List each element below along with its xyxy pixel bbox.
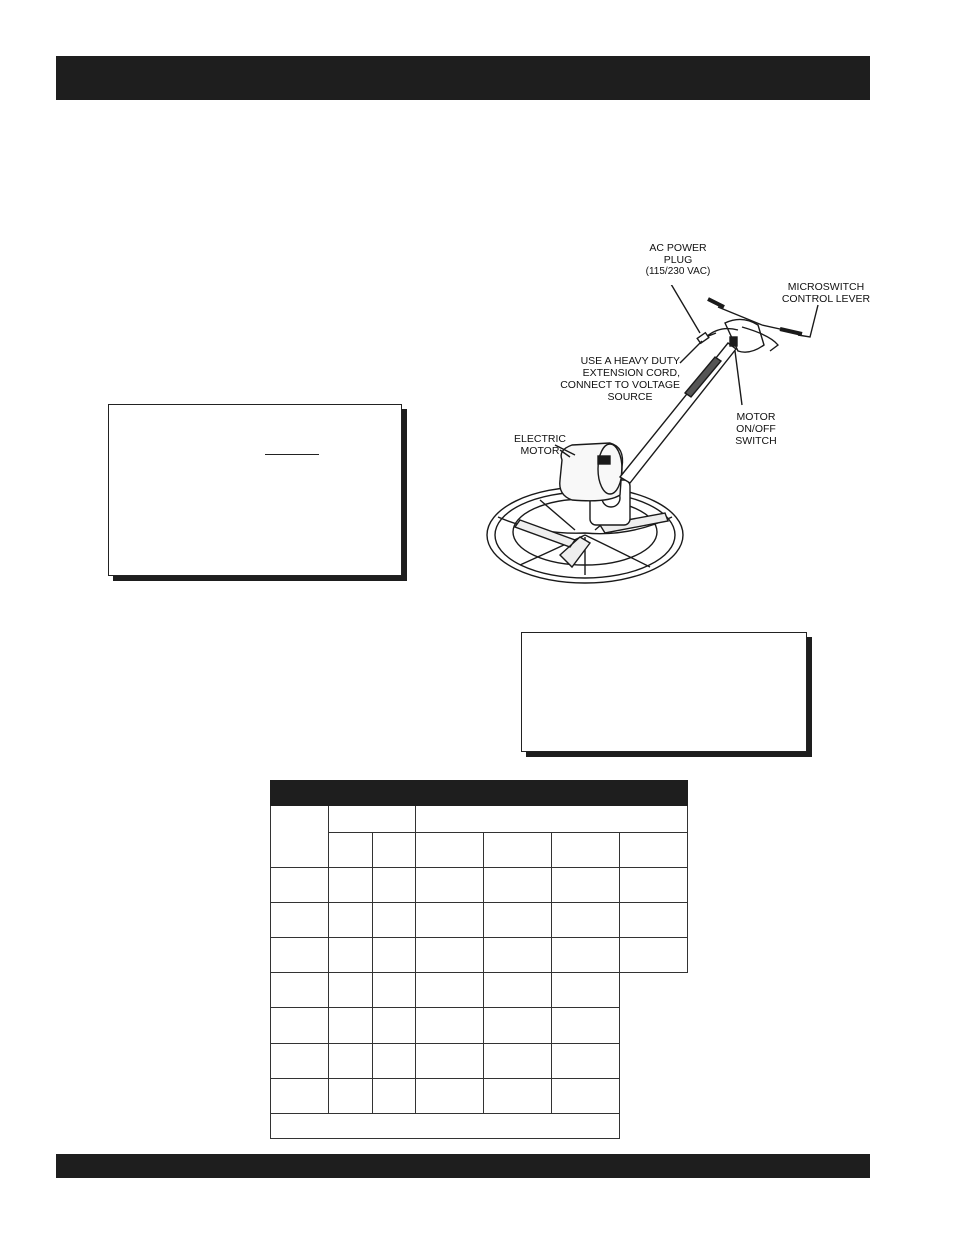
label-microswitch: MICROSWITCH CONTROL LEVER bbox=[781, 281, 871, 305]
table-border-bottom bbox=[270, 1138, 620, 1139]
table-row-line bbox=[328, 832, 688, 833]
table-row-line bbox=[270, 902, 688, 903]
ac-power-plug bbox=[697, 333, 709, 344]
footer-bar bbox=[56, 1154, 870, 1178]
left-grip bbox=[708, 299, 724, 307]
power-trowel-diagram bbox=[480, 285, 880, 595]
note-box-left bbox=[108, 404, 402, 576]
table-row-line bbox=[270, 1007, 620, 1008]
table-header-bar bbox=[270, 780, 688, 806]
table-row-line bbox=[270, 1113, 620, 1114]
underline-mark bbox=[265, 454, 319, 455]
label-extension-cord: USE A HEAVY DUTY EXTENSION CORD, CONNECT TO VOLTAGE SOURCE bbox=[560, 355, 680, 403]
note-box-right bbox=[521, 632, 807, 752]
table-col-line bbox=[551, 832, 552, 1114]
table-col-line bbox=[328, 806, 329, 1114]
right-grip bbox=[780, 329, 802, 334]
label-electric-motor: ELECTRIC MOTOR bbox=[514, 433, 566, 457]
table-row-line bbox=[270, 1078, 620, 1079]
table-row-line bbox=[270, 972, 688, 973]
table-col-line bbox=[372, 832, 373, 1114]
header-bar bbox=[56, 56, 870, 100]
table-col-line bbox=[415, 806, 416, 1114]
table-col-line bbox=[619, 832, 620, 1139]
table-row-line bbox=[270, 1043, 620, 1044]
label-ac-power-plug: AC POWER PLUG (115/230 VAC) bbox=[645, 242, 711, 277]
table-row-line bbox=[270, 937, 688, 938]
label-motor-switch: MOTOR ON/OFF SWITCH bbox=[735, 411, 777, 447]
table-col-line bbox=[483, 832, 484, 1114]
table-row-line bbox=[270, 867, 688, 868]
